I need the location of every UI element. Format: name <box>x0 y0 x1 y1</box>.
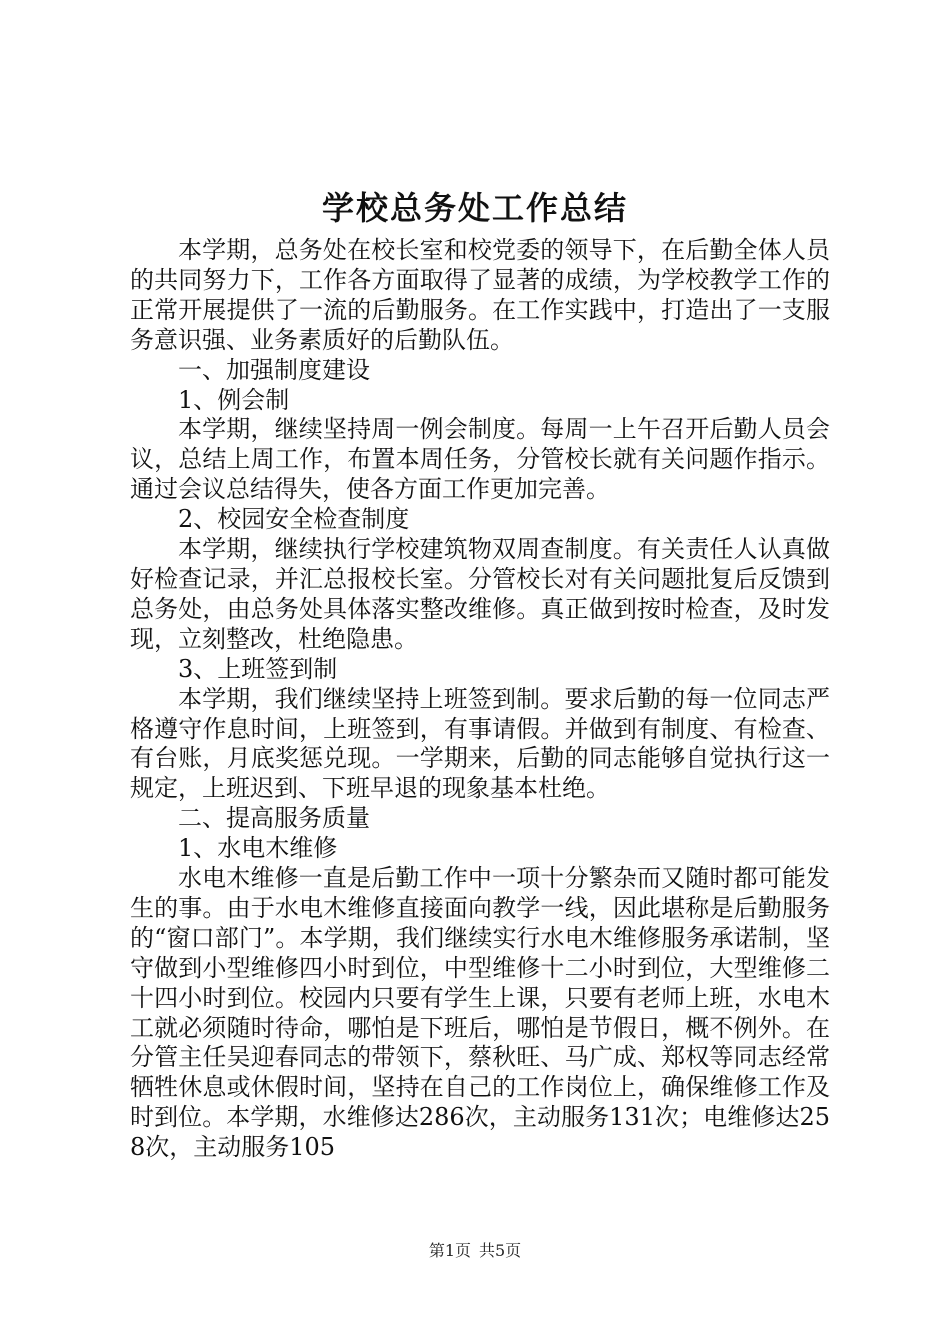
paragraph-signin: 本学期，我们继续坚持上班签到制。要求后勤的每一位同志严格遵守作息时间，上班签到，有事请假。并做到有制度、有检查、有台账，月底奖惩兑现。一学期来，后勤的同志能够自觉执行这一规定，上班迟到、下班早退的现象基本杜绝。 <box>130 684 830 803</box>
document-title: 学校总务处工作总结 <box>321 189 628 227</box>
heading-item-signin: 3、上班签到制 <box>178 654 338 683</box>
page-footer <box>0 1240 950 1262</box>
paragraph-intro: 本学期，总务处在校长室和校党委的领导下，在后勤全体人员的共同努力下，工作各方面取得了显著的成绩，为学校教学工作的正常开展提供了一流的后勤服务。在工作实践中，打造出了一支服务意识强、业务素质好的后勤队伍。 <box>130 236 830 354</box>
page-total: 共5页 <box>479 1241 522 1260</box>
heading-item-safety: 2、校园安全检查制度 <box>178 505 410 534</box>
paragraph-safety: 本学期，继续执行学校建筑物双周查制度。有关责任人认真做好检查记录，并汇总报校长室。分管校长对有关问题批复后反馈到总务处，由总务处具体落实整改维修。真正做到按时检查，及时发现，立刻整改，杜绝隐患。 <box>130 535 830 653</box>
page-number: 第1页 <box>428 1241 471 1260</box>
heading-section-1: 一、加强制度建设 <box>178 355 370 384</box>
paragraph-maintenance: 水电木维修一直是后勤工作中一项十分繁杂而又随时都可能发生的事。由于水电木维修直接面向教学一线，因此堪称是后勤服务的“窗口部门”。本学期，我们继续实行水电木维修服务承诺制，坚守做到小型维修四小时到位，中型维修十二小时到位，大型维修二十四小时到位。校园内只要有学生上课，只要有老师上班，水电木工就必须随时待命，哪怕是下班后，哪怕是节假日，概不例外。在分管主任吴迎春同志的带领下，蔡秋旺、马广成、郑权等同志经常牺牲休息或休假时间，坚持在自己的工作岗位上，确保维修工作及时到位。本学期，水维修达286次，主动服务131次；电维修达258次，主动服务105 <box>130 864 830 1162</box>
document-body <box>130 236 830 1163</box>
heading-item-maintenance: 1、水电木维修 <box>178 834 338 863</box>
paragraph-meeting: 本学期，继续坚持周一例会制度。每周一上午召开后勤人员会议，总结上周工作，布置本周任务，分管校长就有关问题作指示。通过会议总结得失，使各方面工作更加完善。 <box>130 415 830 504</box>
heading-item-meeting: 1、例会制 <box>178 385 290 414</box>
heading-section-2: 二、提高服务质量 <box>178 804 370 833</box>
